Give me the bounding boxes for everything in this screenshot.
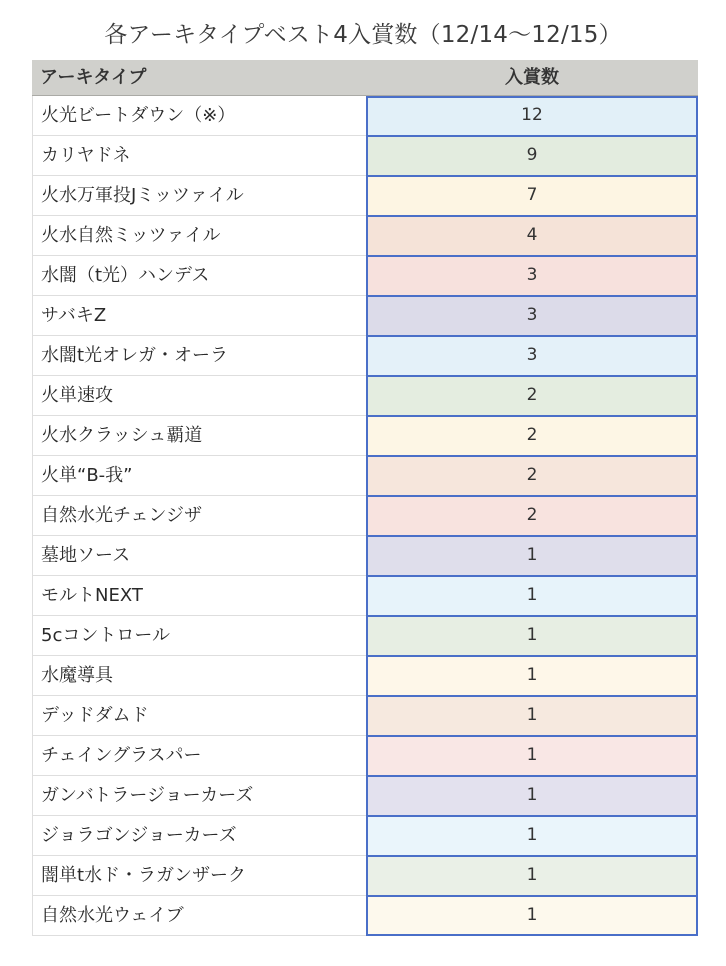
count-cell: 1: [366, 736, 698, 776]
header-archetype: アーキタイプ: [40, 67, 147, 88]
count-cell: 2: [366, 416, 698, 456]
archetype-cell: 火単“B-我”: [32, 456, 366, 496]
count-cell: 1: [366, 656, 698, 696]
count-cell: 1: [366, 816, 698, 856]
archetype-cell: カリヤドネ: [32, 136, 366, 176]
count-cell: 1: [366, 896, 698, 936]
table-row: [32, 296, 698, 336]
table-row: [32, 776, 698, 816]
table-row: [32, 176, 698, 216]
archetype-cell: 水闇（t光）ハンデス: [32, 256, 366, 296]
archetype-cell: 火単速攻: [32, 376, 366, 416]
archetype-cell: ジョラゴンジョーカーズ: [32, 816, 366, 856]
archetype-cell: 火水万軍投Jミッツァイル: [32, 176, 366, 216]
count-cell: 3: [366, 336, 698, 376]
table-row: [32, 536, 698, 576]
count-cell: 4: [366, 216, 698, 256]
table-row: [32, 496, 698, 536]
count-cell: 12: [366, 96, 698, 136]
table-row: [32, 96, 698, 136]
count-cell: 1: [366, 616, 698, 656]
count-cell: 7: [366, 176, 698, 216]
table-row: [32, 576, 698, 616]
archetype-cell: 墓地ソース: [32, 536, 366, 576]
archetype-cell: 5cコントロール: [32, 616, 366, 656]
archetype-table: [32, 60, 698, 936]
count-cell: 2: [366, 456, 698, 496]
count-cell: 1: [366, 696, 698, 736]
archetype-cell: ガンバトラージョーカーズ: [32, 776, 366, 816]
table-body: [32, 96, 698, 936]
table-row: [32, 856, 698, 896]
table-row: [32, 376, 698, 416]
archetype-cell: 火水クラッシュ覇道: [32, 416, 366, 456]
archetype-cell: 自然水光ウェイブ: [32, 896, 366, 936]
archetype-cell: チェイングラスパー: [32, 736, 366, 776]
archetype-cell: モルトNEXT: [32, 576, 366, 616]
table-row: [32, 696, 698, 736]
table-row: [32, 456, 698, 496]
table-row: [32, 416, 698, 456]
count-cell: 1: [366, 536, 698, 576]
archetype-cell: 水闇t光オレガ・オーラ: [32, 336, 366, 376]
count-cell: 9: [366, 136, 698, 176]
archetype-cell: 火水自然ミッツァイル: [32, 216, 366, 256]
count-cell: 1: [366, 856, 698, 896]
table-row: [32, 136, 698, 176]
count-cell: 1: [366, 576, 698, 616]
count-cell: 2: [366, 496, 698, 536]
table-row: [32, 736, 698, 776]
page-title: 各アーキタイプベスト4入賞数（12/14〜12/15）: [104, 22, 622, 48]
table-row: [32, 256, 698, 296]
table-row: [32, 656, 698, 696]
archetype-cell: 水魔導具: [32, 656, 366, 696]
archetype-cell: 火光ビートダウン（※）: [32, 96, 366, 136]
header-count: 入賞数: [505, 67, 559, 88]
archetype-cell: 闇単t水ド・ラガンザーク: [32, 856, 366, 896]
count-cell: 1: [366, 776, 698, 816]
count-cell: 3: [366, 256, 698, 296]
table-row: [32, 216, 698, 256]
archetype-cell: 自然水光チェンジザ: [32, 496, 366, 536]
archetype-cell: デッドダムド: [32, 696, 366, 736]
archetype-cell: サバキZ: [32, 296, 366, 336]
table-row: [32, 616, 698, 656]
table-row: [32, 896, 698, 936]
table-row: [32, 336, 698, 376]
table-header: [32, 60, 698, 96]
count-cell: 3: [366, 296, 698, 336]
table-row: [32, 816, 698, 856]
count-cell: 2: [366, 376, 698, 416]
